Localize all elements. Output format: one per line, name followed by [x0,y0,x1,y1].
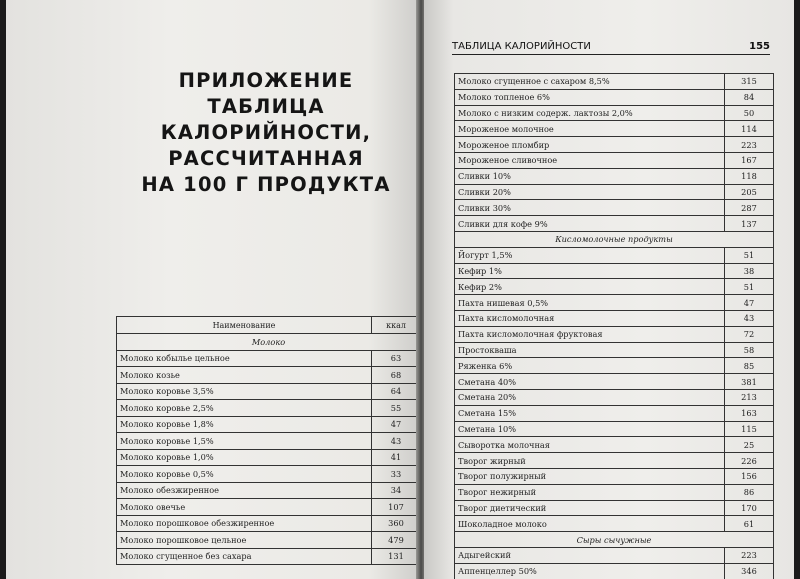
product-name: Ряженка 6% [455,358,725,374]
product-name: Шоколадное молоко [455,516,725,532]
kcal-value: 55 [372,400,419,417]
table-row [117,548,419,565]
kcal-value: 115 [725,421,774,437]
appendix-heading [116,68,416,198]
table-row [117,383,419,400]
kcal-value: 163 [725,405,774,421]
table-row [455,295,774,311]
product-name: Мороженое молочное [455,121,725,137]
section-title-milk: Молоко [117,334,419,351]
product-name: Простокваша [455,342,725,358]
product-name: Молоко коровье 2,5% [117,400,372,417]
table-row [455,342,774,358]
product-name: Сметана 40% [455,374,725,390]
kcal-value: 85 [725,358,774,374]
table-row [455,453,774,469]
kcal-value: 226 [725,453,774,469]
table-row [455,137,774,153]
table-row [455,279,774,295]
product-name: Кефир 1% [455,263,725,279]
table-row [455,484,774,500]
kcal-value: 381 [725,374,774,390]
product-name: Кефир 2% [455,279,725,295]
kcal-value: 156 [725,468,774,484]
table-row [455,263,774,279]
section-row [455,231,774,247]
product-name: Йогурт 1,5% [455,247,725,263]
kcal-value: 58 [725,342,774,358]
product-name: Аппенцеллер 50% [455,563,725,579]
table-row [117,449,419,466]
kcal-value: 63 [372,350,419,367]
table-row [117,466,419,483]
kcal-value: 51 [725,279,774,295]
kcal-value: 51 [725,247,774,263]
table-row [455,358,774,374]
table-row [455,563,774,579]
table-row [455,184,774,200]
table-row [455,74,774,90]
table-row [455,121,774,137]
left-page [6,0,418,579]
table-row [455,437,774,453]
product-name: Молоко топленое 6% [455,89,725,105]
table-row [117,532,419,549]
section-row [117,334,419,351]
table-row [455,310,774,326]
kcal-value: 170 [725,500,774,516]
table-row [455,516,774,532]
kcal-value: 25 [725,437,774,453]
kcal-value: 84 [725,89,774,105]
product-name: Пахта нишевая 0,5% [455,295,725,311]
product-name: Молоко сгущенное без сахара [117,548,372,565]
product-name: Адыгейский [455,547,725,563]
table-row [455,247,774,263]
product-name: Сметана 20% [455,389,725,405]
kcal-value: 72 [725,326,774,342]
kcal-value: 64 [372,383,419,400]
kcal-value: 47 [372,416,419,433]
kcal-value: 223 [725,547,774,563]
table-row [455,105,774,121]
kcal-value: 107 [372,499,419,516]
kcal-value: 41 [372,449,419,466]
calorie-table-continued [454,73,774,579]
product-name: Творог полужирный [455,468,725,484]
section-row [455,532,774,548]
heading-line: РАССЧИТАННАЯ [168,147,364,170]
table-row [117,515,419,532]
kcal-value: 479 [372,532,419,549]
product-name: Молоко коровье 3,5% [117,383,372,400]
product-name: Молоко коровье 1,5% [117,433,372,450]
kcal-value: 360 [372,515,419,532]
product-name: Сыворотка молочная [455,437,725,453]
kcal-value: 137 [725,216,774,232]
table-header-row [117,317,419,334]
product-name: Молоко коровье 0,5% [117,466,372,483]
table-row [117,433,419,450]
table-row [117,400,419,417]
kcal-value: 114 [725,121,774,137]
product-name: Творог жирный [455,453,725,469]
table-row [117,416,419,433]
product-name: Молоко сгущенное с сахаром 8,5% [455,74,725,90]
calorie-table-milk [116,316,418,565]
kcal-value: 205 [725,184,774,200]
kcal-value: 61 [725,516,774,532]
heading-line: ТАБЛИЦА [207,95,325,118]
kcal-value: 167 [725,152,774,168]
product-name: Молоко кобылье цельное [117,350,372,367]
kcal-value: 213 [725,389,774,405]
table-row [455,405,774,421]
product-name: Молоко порошковое цельное [117,532,372,549]
kcal-value: 346 [725,563,774,579]
right-page [424,0,794,579]
table-row [455,468,774,484]
table-row [117,350,419,367]
product-name: Сметана 10% [455,421,725,437]
table-row [455,374,774,390]
table-row [455,168,774,184]
kcal-value: 68 [372,367,419,384]
product-name: Сливки 30% [455,200,725,216]
heading-line: НА 100 Г ПРОДУКТА [141,173,391,196]
product-name: Сливки 20% [455,184,725,200]
product-name: Сливки для кофе 9% [455,216,725,232]
kcal-value: 287 [725,200,774,216]
running-head-title: ТАБЛИЦА КАЛОРИЙНОСТИ [452,41,591,52]
table-row [117,367,419,384]
product-name: Молоко с низким содерж. лактозы 2,0% [455,105,725,121]
kcal-value: 47 [725,295,774,311]
product-name: Молоко порошковое обезжиренное [117,515,372,532]
product-name: Молоко козье [117,367,372,384]
product-name: Творог нежирный [455,484,725,500]
product-name: Молоко коровье 1,0% [117,449,372,466]
product-name: Пахта кисломолочная фруктовая [455,326,725,342]
product-name: Пахта кисломолочная [455,310,725,326]
heading-line: КАЛОРИЙНОСТИ, [160,121,372,144]
kcal-value: 33 [372,466,419,483]
kcal-value: 131 [372,548,419,565]
table-row [455,500,774,516]
column-header-name: Наименование [117,317,372,334]
product-name: Творог диетический [455,500,725,516]
heading-line: ПРИЛОЖЕНИЕ [178,69,354,92]
product-name: Сливки 10% [455,168,725,184]
kcal-value: 118 [725,168,774,184]
table-row [455,152,774,168]
kcal-value: 86 [725,484,774,500]
product-name: Молоко овечье [117,499,372,516]
kcal-value: 50 [725,105,774,121]
table-row [455,89,774,105]
table-row [455,389,774,405]
table-row [455,326,774,342]
section-title-cheese: Сыры сычужные [455,532,774,548]
product-name: Молоко обезжиренное [117,482,372,499]
product-name: Сметана 15% [455,405,725,421]
section-title-sour-milk: Кисломолочные продукты [455,231,774,247]
table-row [117,482,419,499]
product-name: Мороженое пломбир [455,137,725,153]
kcal-value: 38 [725,263,774,279]
kcal-value: 315 [725,74,774,90]
product-name: Молоко коровье 1,8% [117,416,372,433]
page-number: 155 [749,41,770,52]
kcal-value: 34 [372,482,419,499]
kcal-value: 43 [372,433,419,450]
table-row [117,499,419,516]
table-row [455,421,774,437]
table-row [455,216,774,232]
product-name: Мороженое сливочное [455,152,725,168]
running-head [452,38,770,55]
column-header-kcal: ккал [372,317,419,334]
table-row [455,547,774,563]
kcal-value: 223 [725,137,774,153]
kcal-value: 43 [725,310,774,326]
table-row [455,200,774,216]
